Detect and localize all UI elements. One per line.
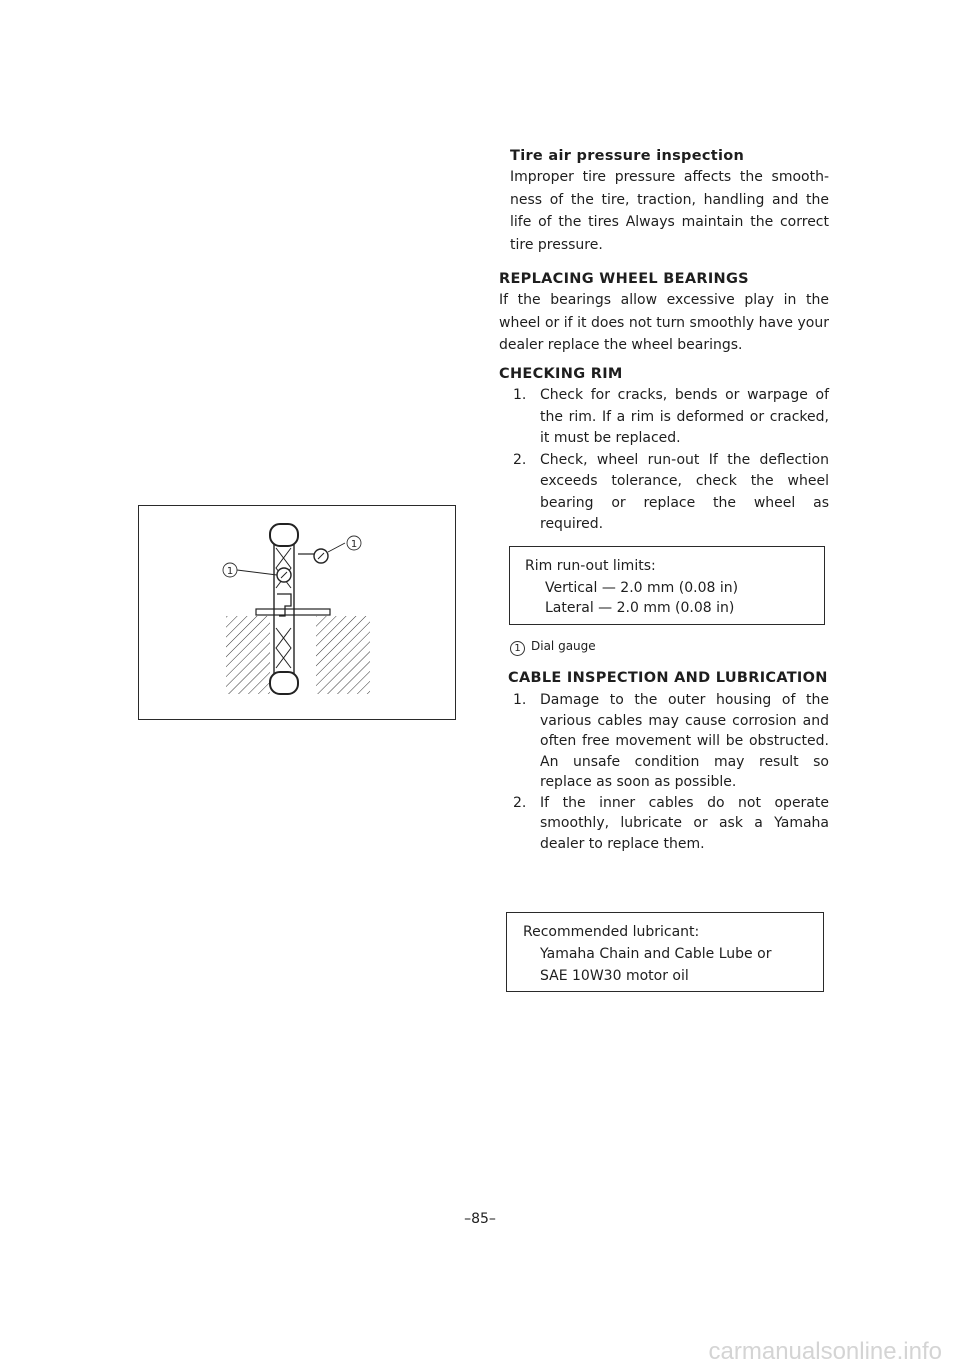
caption-text: Dial gauge	[531, 639, 596, 653]
rim-runout-vertical: Vertical — 2.0 mm (0.08 in)	[545, 580, 739, 596]
recommended-lubricant-box	[506, 912, 824, 992]
figure-caption	[510, 639, 596, 656]
ground-hatch-right	[316, 616, 370, 694]
cable-step-1-number: 1.	[513, 692, 527, 708]
checking-rim-section	[499, 366, 829, 536]
rim-step-1-text: Check for cracks, bends or warpage of the rim. If a rim is deformed or cracked, it must be replaced.	[540, 387, 829, 446]
ground-hatch-left	[226, 616, 270, 694]
wheel-bearings-text: If the bearings allow excessive play in the wheel or if it does not turn smoothly have your dealer replace the wheel bearings.	[499, 292, 829, 353]
leader-line-right	[328, 543, 345, 552]
support-plate	[256, 609, 330, 615]
lubricant-line-2: SAE 10W30 motor oil	[540, 968, 689, 984]
wheel-runout-diagram	[139, 506, 454, 718]
tire-pressure-section	[499, 148, 829, 256]
cable-inspection-section	[499, 670, 829, 854]
leader-line-left	[237, 570, 277, 575]
rim-runout-limits-box	[509, 546, 825, 625]
tire-bottom	[270, 672, 298, 694]
cable-step-2-text: If the inner cables do not operate smoothly, lubricate or ask a Yamaha dealer to replace them.	[540, 794, 829, 852]
rim-step-1-number: 1.	[513, 387, 527, 403]
wheel-bearings-section	[499, 271, 829, 357]
rim-step-2	[499, 450, 829, 536]
dial-gauge-figure	[138, 505, 456, 720]
lubricant-title: Recommended lubricant:	[523, 924, 700, 940]
callout-right-label: 1	[350, 539, 358, 550]
lower-spokes	[276, 628, 291, 668]
caption-number: 1	[510, 641, 525, 656]
cable-step-2	[499, 793, 829, 855]
watermark: carmanualsonline.info	[708, 1338, 942, 1365]
cable-step-1-text: Damage to the outer housing of the various cables may cause corrosion and often free movement will be obstructed. An unsafe condition may result so replace as soon as possible.	[540, 692, 829, 790]
rim-step-2-text: Check, wheel run-out If the deflection exceeds tolerance, check the wheel bearing or replace the wheel as required.	[540, 451, 829, 532]
cable-step-1	[499, 690, 829, 793]
tire-pressure-heading: Tire air pressure inspection	[510, 148, 745, 164]
rim-step-1	[499, 385, 829, 450]
cable-step-2-number: 2.	[513, 794, 527, 811]
rim-runout-lateral: Lateral — 2.0 mm (0.08 in)	[545, 600, 735, 616]
wheel-bearings-heading: REPLACING WHEEL BEARINGS	[499, 271, 749, 287]
rim-step-2-number: 2.	[513, 451, 527, 468]
lubricant-line-1: Yamaha Chain and Cable Lube or	[540, 946, 772, 962]
tire-pressure-text: Improper tire pressure affects the smooth-ness of the tire, traction, handling and the life of the tires Always maintain the correct tire pressure.	[510, 169, 829, 253]
callout-left-label: 1	[226, 566, 234, 577]
rim-runout-title: Rim run-out limits:	[525, 558, 656, 574]
tire-top	[270, 524, 298, 546]
cable-inspection-heading: CABLE INSPECTION AND LUBRICATION	[508, 670, 828, 686]
page-number: –85–	[464, 1211, 496, 1227]
checking-rim-heading: CHECKING RIM	[499, 366, 623, 382]
